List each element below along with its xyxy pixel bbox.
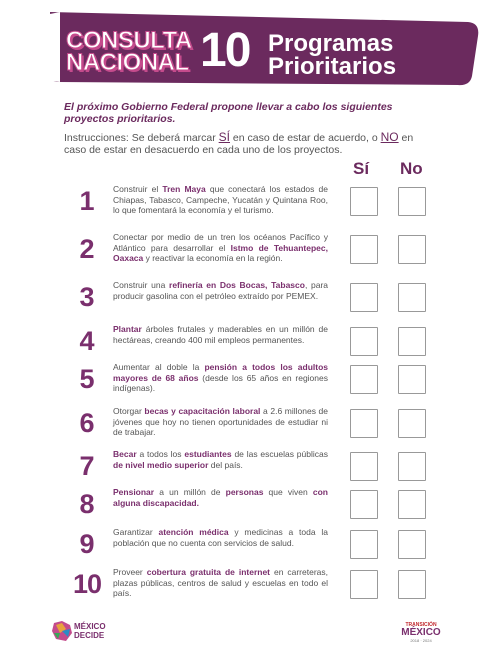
item-text-post: y reactivar la economía en la región. bbox=[143, 253, 283, 263]
item-text-post: , para producir gasolina con el petróleo extraído por PEMEX. bbox=[113, 280, 328, 301]
checkbox-si[interactable] bbox=[350, 235, 378, 264]
right-logo-line2: MÉXICO bbox=[401, 627, 441, 638]
item-description bbox=[113, 324, 328, 345]
checkbox-no[interactable] bbox=[398, 327, 426, 356]
item-description bbox=[113, 280, 328, 301]
instructions-part3: en caso de estar en desacuerdo en cada uno de los proyectos. bbox=[64, 132, 414, 156]
item-number: 7 bbox=[79, 451, 95, 481]
item-text-bold: Pensionar bbox=[113, 487, 155, 497]
ballot-item-3 bbox=[0, 280, 501, 320]
item-text-bold: Becar bbox=[113, 449, 137, 459]
ballot-item-7 bbox=[0, 449, 501, 489]
column-header-no: No bbox=[400, 159, 423, 178]
item-text-bold: Tren Maya bbox=[162, 184, 206, 194]
item-number: 6 bbox=[79, 408, 95, 438]
item-text-post: y medicinas a toda la población que no cuenta con servicios de salud. bbox=[113, 527, 329, 548]
item-description bbox=[113, 527, 328, 548]
item-text-bold3: con alguna discapacidad. bbox=[113, 487, 328, 508]
item-text-pre: Otorgar bbox=[113, 406, 145, 416]
instructions-si: SÍ bbox=[218, 130, 230, 144]
item-text-pre: Construir una bbox=[113, 280, 170, 290]
left-logo-line2: DECIDE bbox=[74, 631, 105, 640]
item-text-bold: pensión a todos los adultos mayores de 68 años bbox=[113, 362, 328, 383]
item-text-pre: Proveer bbox=[113, 567, 147, 577]
item-text-bold: Istmo de Tehuantepec, Oaxaca bbox=[113, 242, 328, 263]
instructions-part1: Instrucciones: Se deberá marcar bbox=[64, 132, 219, 144]
item-description bbox=[113, 362, 328, 394]
ballot-item-6 bbox=[0, 406, 501, 446]
item-text-pre: Garantizar bbox=[113, 527, 159, 537]
item-text-post: árboles frutales y maderables en un millón de hectáreas, creando 400 mil empleos permanentes. bbox=[113, 324, 328, 345]
item-text-bold: refinería en Dos Bocas, Tabasco bbox=[169, 280, 305, 290]
checkbox-si[interactable] bbox=[350, 409, 378, 438]
checkbox-si[interactable] bbox=[350, 530, 378, 559]
ballot-item-9 bbox=[0, 527, 501, 567]
item-number: 4 bbox=[79, 326, 95, 356]
checkbox-si[interactable] bbox=[350, 365, 378, 394]
item-text-bold2: estudiantes bbox=[184, 449, 232, 459]
item-text-pre: Conectar por medio de un tren los océanos Pacífico y Atlántico para desarrollar el bbox=[113, 232, 328, 253]
checkbox-no[interactable] bbox=[398, 283, 426, 312]
instructions-text bbox=[64, 131, 436, 156]
item-text-post: a 2.6 millones de jóvenes que hoy no tienen oportunidades de estudiar ni de trabajar. bbox=[113, 406, 328, 437]
item-text-pre: Aumentar al doble la bbox=[113, 362, 205, 372]
checkbox-si[interactable] bbox=[350, 283, 378, 312]
checkbox-si[interactable] bbox=[350, 570, 378, 599]
ballot-item-10 bbox=[0, 567, 501, 607]
item-text-mid: a todos los bbox=[136, 449, 185, 459]
item-number: 9 bbox=[79, 529, 95, 559]
item-text-bold: becas y capacitación laboral bbox=[144, 406, 261, 416]
item-text-mid2: de las escuelas públicas bbox=[231, 449, 328, 459]
banner-title bbox=[268, 32, 396, 78]
checkbox-no[interactable] bbox=[398, 409, 426, 438]
item-text-mid2: que viven bbox=[263, 487, 313, 497]
checkbox-no[interactable] bbox=[398, 452, 426, 481]
checkbox-si[interactable] bbox=[350, 327, 378, 356]
item-text-mid: a un millón de bbox=[154, 487, 226, 497]
intro-text: El próximo Gobierno Federal propone llevar a cabo los siguientes proyectos prioritarios. bbox=[64, 101, 393, 125]
ballot-item-5 bbox=[0, 362, 501, 402]
checkbox-si[interactable] bbox=[350, 452, 378, 481]
checkbox-no[interactable] bbox=[398, 530, 426, 559]
column-header-si: Sí bbox=[353, 159, 370, 178]
item-text-post: en carreteras, plazas públicas, centros de salud y escuelas en todo el país. bbox=[113, 567, 328, 598]
item-description bbox=[113, 487, 328, 508]
checkbox-si[interactable] bbox=[350, 490, 378, 519]
ballot-item-8 bbox=[0, 487, 501, 527]
banner-title2: Prioritarios bbox=[268, 53, 397, 80]
item-text-bold3: de nivel medio superior bbox=[113, 459, 209, 470]
checkbox-no[interactable] bbox=[398, 365, 426, 394]
item-number: 2 bbox=[79, 234, 95, 264]
checkbox-si[interactable] bbox=[350, 187, 378, 216]
right-logo-line3: 2018 · 2024 bbox=[410, 638, 432, 643]
checkbox-no[interactable] bbox=[398, 490, 426, 519]
item-text-bold: Plantar bbox=[113, 324, 142, 334]
instructions-no: NO bbox=[380, 130, 399, 144]
banner-line1: CONSULTA bbox=[66, 27, 192, 54]
banner-number: 10 bbox=[200, 24, 250, 77]
item-description bbox=[113, 184, 328, 216]
checkbox-no[interactable] bbox=[398, 187, 426, 216]
banner-line2: NACIONAL bbox=[66, 49, 189, 76]
item-description bbox=[113, 232, 328, 264]
banner-title1: Programas bbox=[268, 30, 394, 57]
item-description bbox=[113, 449, 328, 470]
mexico-decide-logo bbox=[52, 621, 112, 643]
transicion-mexico-logo bbox=[396, 622, 446, 643]
instructions-part2: en caso de estar de acuerdo, o bbox=[230, 132, 381, 144]
item-text-bold2: personas bbox=[225, 487, 264, 497]
item-text-pre: Construir el bbox=[113, 184, 163, 194]
item-number: 3 bbox=[79, 282, 95, 312]
item-number: 10 bbox=[72, 569, 102, 599]
item-text-post: (desde los 65 años en regiones indígenas). bbox=[113, 372, 328, 393]
item-number: 8 bbox=[79, 489, 95, 519]
item-text-bold: cobertura gratuita de internet bbox=[146, 567, 271, 577]
right-logo-line1: TRANSICIÓN bbox=[405, 622, 437, 628]
ballot-item-4 bbox=[0, 324, 501, 364]
banner-consulta-nacional bbox=[66, 27, 192, 76]
header-banner bbox=[0, 8, 501, 83]
mexico-decide-emblem-icon bbox=[52, 621, 72, 641]
item-description bbox=[113, 406, 328, 438]
checkbox-no[interactable] bbox=[398, 570, 426, 599]
item-text-post: que conectará los estados de Chiapas, Tabasco, Campeche, Yucatán y Quintana Roo, lo que fomentará la economía y el turismo. bbox=[113, 184, 329, 215]
item-description bbox=[113, 567, 328, 599]
item-number: 1 bbox=[79, 186, 95, 216]
ballot-item-2 bbox=[0, 232, 501, 272]
checkbox-no[interactable] bbox=[398, 235, 426, 264]
ballot-item-1 bbox=[0, 184, 501, 224]
item-text-post: del país. bbox=[208, 459, 243, 470]
item-number: 5 bbox=[79, 364, 95, 394]
item-text-bold: atención médica bbox=[158, 527, 229, 537]
left-logo-line1: MÉXICO bbox=[74, 622, 106, 631]
